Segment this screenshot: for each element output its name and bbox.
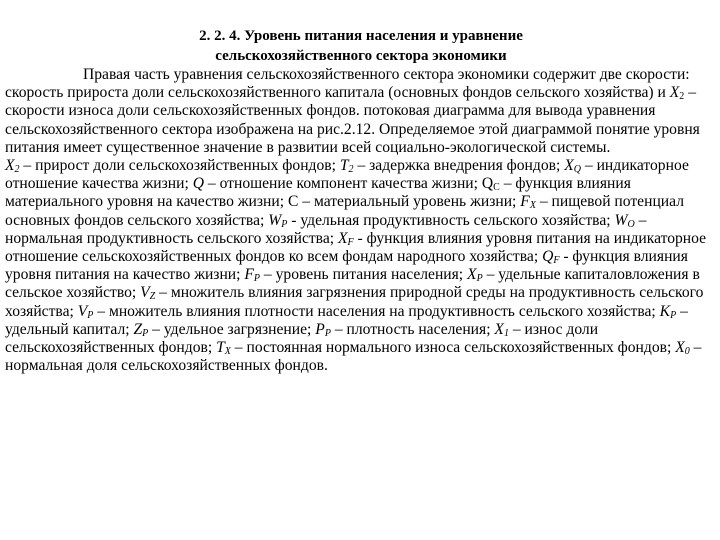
definition-subscript: P	[324, 327, 331, 339]
definition-subscript: P	[670, 309, 677, 321]
definition-symbol: X	[494, 320, 504, 338]
definition-subscript: Q	[573, 164, 581, 176]
definition-text: – износ доли сельскохозяйственных фондов;	[5, 320, 599, 357]
definition-symbol: W	[268, 211, 282, 229]
definition-symbol: Z	[133, 320, 143, 338]
section-heading	[5, 26, 717, 66]
intro-text: Правая часть уравнения сельскохозяйственного сектора экономики содержит две скорости: скорость прироста доли сельскохозяйственного капитала (основных фондов сельского хозяйства) и	[5, 66, 690, 102]
definition-subscript: 1	[503, 327, 509, 339]
definition-text: – множитель влияния плотности населения на продуктивность сельского хозяйства;	[93, 302, 660, 320]
definition-subscript: X	[224, 346, 231, 358]
definition-symbol: X	[564, 157, 574, 175]
definition-symbol: Q	[192, 175, 204, 193]
definition-symbol: Q	[542, 248, 554, 266]
symbol-subscript: 2	[679, 91, 685, 103]
intro-text-end: – скорости износа доли сельскохозяйственных фондов. потоковая диаграмма для вывода уравнения сельскохозяйственного сектора изображена на рис.2.12. Определяемое этой диаграммой понятие уровня питания имеет существенное значение в развитии всей социально-экологической системы.	[5, 84, 700, 156]
definition-subscript: P	[476, 273, 483, 285]
symbol: X	[669, 84, 680, 102]
definition-subscript: 0	[684, 346, 690, 358]
definition-subscript: O	[627, 218, 635, 230]
definition-symbol: X	[338, 229, 348, 247]
definition-symbol: P	[315, 320, 325, 338]
definition-text: – пищевой потенциал основных фондов сельского хозяйства;	[5, 193, 684, 229]
definitions-paragraph	[5, 157, 717, 375]
definition-subscript: 2	[348, 164, 354, 176]
definition-symbol: K	[659, 302, 671, 320]
definition-symbol: F	[520, 193, 530, 211]
definition-text: – множитель влияния загрязнения природной среды на продуктивность сельского хозяйства;	[5, 284, 704, 320]
intro-paragraph	[5, 66, 717, 157]
definition-symbol: F	[244, 266, 254, 284]
definition-text: - удельная продуктивность сельского хозяйства;	[287, 211, 615, 229]
definition-subscript: P	[253, 273, 261, 285]
definition-symbol: X	[467, 266, 477, 284]
definition-subscript: 2	[14, 164, 20, 176]
definition-subscript: F	[347, 236, 354, 248]
definition-text: – удельный капитал;	[5, 302, 688, 338]
definition-text: – отношение компонент качества жизни; Q	[203, 175, 494, 193]
definition-symbol: W	[614, 211, 628, 229]
definition-text: – уровень питания населения;	[260, 266, 468, 284]
definition-text: – нормальная продуктивность сельского хозяйства;	[5, 211, 647, 247]
definition-text: – задержка внедрения фондов;	[353, 157, 565, 175]
definition-subscript: F	[553, 255, 560, 267]
definition-subscript: P	[87, 309, 94, 321]
definition-text: – нормальная доля сельскохозяйственных фондов.	[5, 339, 702, 375]
definition-symbol: X	[675, 339, 685, 357]
definition-symbol: T	[339, 157, 349, 175]
definition-text: – постоянная нормального износа сельскохозяйственных фондов;	[230, 339, 676, 357]
definition-tail-text: – функция влияния материального уровня на качество жизни; С – материальный уровень жизни;	[5, 175, 631, 211]
definition-symbol: V	[140, 284, 150, 302]
definition-symbol: V	[77, 302, 88, 320]
definition-text: – индикаторное отношение качества жизни;	[5, 157, 689, 193]
definition-subscript: P	[142, 327, 149, 339]
definition-subscript: P	[281, 218, 288, 230]
heading-line-1: 2. 2. 4. Уровень питания населения и уравнение	[199, 28, 523, 44]
document-page	[5, 26, 717, 375]
definition-text: – прирост доли сельскохозяйственных фондов;	[19, 157, 340, 175]
definition-tail-subscript: C	[493, 182, 500, 194]
definition-subscript: X	[529, 200, 536, 212]
definition-text: – плотность населения;	[330, 320, 495, 338]
heading-line-2: сельскохозяйственного сектора экономики	[215, 48, 507, 64]
definition-text: – удельное загрязнение;	[148, 320, 316, 338]
definition-symbol: T	[216, 339, 225, 357]
definition-text: - функция влияния уровня питания на качество жизни;	[5, 248, 688, 284]
definition-text: - функция влияния уровня питания на индикаторное отношение сельскохозяйственных фондов ко всем фондам народного хозяйства;	[5, 229, 707, 266]
definition-text: – удельные капиталовложения в сельское хозяйство;	[5, 266, 700, 302]
definition-subscript: Z	[149, 291, 156, 303]
definition-symbol: X	[5, 157, 15, 175]
